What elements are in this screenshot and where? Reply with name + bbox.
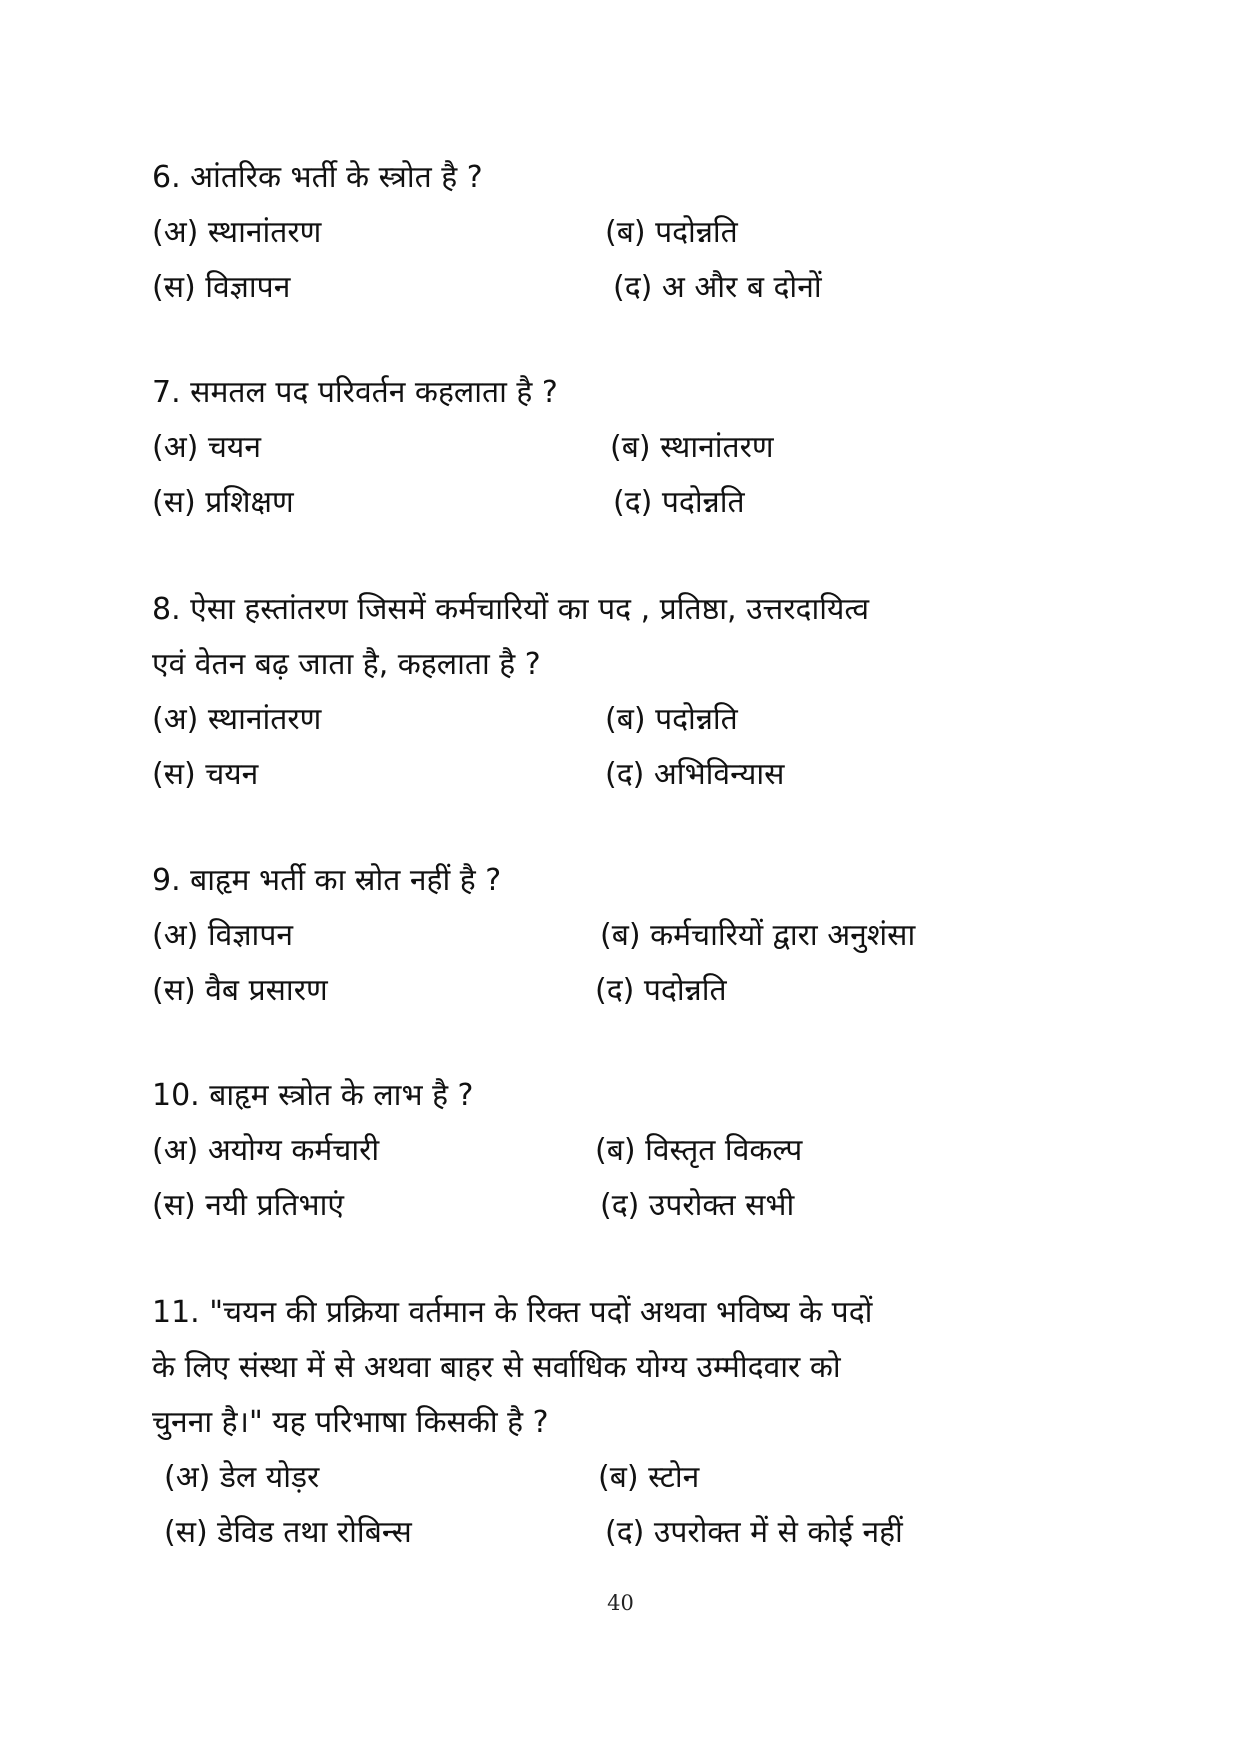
options-grid [152,692,1102,802]
option-b: (ब) पदोन्नति [605,702,738,737]
options-grid [152,420,1102,530]
options-grid [152,1123,1102,1233]
options-grid [152,1450,1102,1560]
question-stem-line: के लिए संस्था में से अथवा बाहर से सर्वाधिक योग्य उम्मीदवार को [152,1350,841,1385]
option-b: (ब) विस्तृत विकल्प [595,1133,803,1168]
page-number: 40 [607,1591,634,1615]
question-9 [152,853,1102,1018]
question-11 [152,1285,1102,1560]
question-stem-line: एवं वेतन बढ़ जाता है, कहलाता है ? [152,647,541,682]
option-b: (ब) स्थानांतरण [610,430,774,465]
option-a: (अ) अयोग्य कर्मचारी [152,1133,380,1168]
question-stem-line: 9. बाहृम भर्ती का स्रोत नहीं है ? [152,863,502,898]
options-grid [152,205,1102,315]
option-a: (अ) डेल योड़र [164,1460,320,1495]
option-b: (ब) स्टोन [598,1460,700,1495]
option-d: (द) उपरोक्त में से कोई नहीं [605,1515,903,1550]
option-c: (स) वैब प्रसारण [152,973,328,1008]
option-b: (ब) पदोन्नति [605,215,738,250]
option-d: (द) पदोन्नति [595,973,727,1008]
option-d: (द) अ और ब दोनों [613,270,822,305]
question-stem-line: चुनना है।" यह परिभाषा किसकी है ? [152,1405,549,1440]
option-b: (ब) कर्मचारियों द्वारा अनुशंसा [600,918,916,953]
question-stem-line: 11. "चयन की प्रक्रिया वर्तमान के रिक्त पदों अथवा भविष्य के पदों [152,1295,873,1330]
option-c: (स) नयी प्रतिभाएं [152,1188,344,1223]
option-a: (अ) स्थानांतरण [152,702,322,737]
question-stem-line: 8. ऐसा हस्तांतरण जिसमें कर्मचारियों का पद , प्रतिष्ठा, उत्तरदायित्व [152,592,870,627]
option-c: (स) चयन [152,757,259,792]
question-10 [152,1068,1102,1233]
option-a: (अ) विज्ञापन [152,918,294,953]
option-d: (द) उपरोक्त सभी [600,1188,795,1223]
question-6 [152,150,1102,315]
question-stem-line: 10. बाहृम स्त्रोत के लाभ है ? [152,1078,474,1113]
options-grid [152,908,1102,1018]
option-c: (स) विज्ञापन [152,270,291,305]
option-c: (स) प्रशिक्षण [152,485,294,520]
option-d: (द) अभिविन्यास [605,757,785,792]
option-d: (द) पदोन्नति [613,485,745,520]
question-8 [152,582,1102,802]
option-a: (अ) स्थानांतरण [152,215,322,250]
question-stem-line: 7. समतल पद परिवर्तन कहलाता है ? [152,375,558,410]
question-stem-line: 6. आंतरिक भर्ती के स्त्रोत है ? [152,160,483,195]
option-a: (अ) चयन [152,430,261,465]
option-c: (स) डेविड तथा रोबिन्स [164,1515,412,1550]
question-7 [152,365,1102,530]
